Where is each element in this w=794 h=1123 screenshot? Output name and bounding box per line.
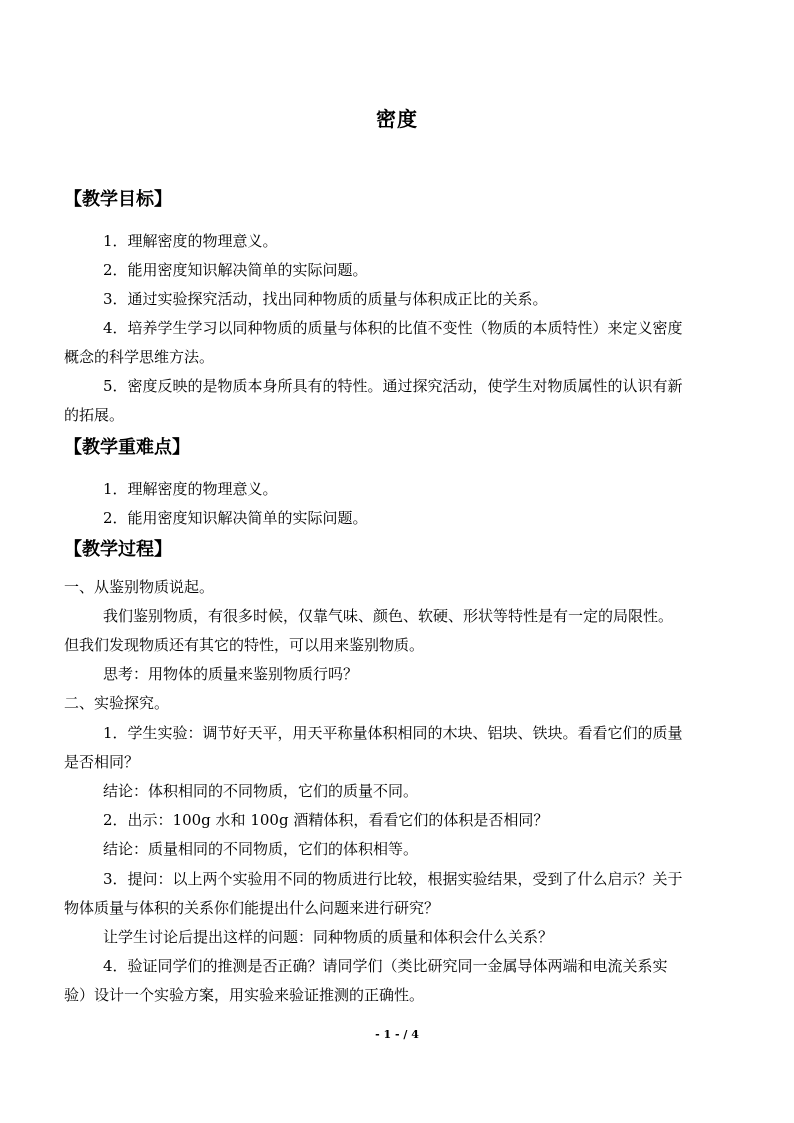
objectives-heading: 【教学目标】	[64, 189, 172, 210]
process-line: 我们鉴别物质，有很多时候，仅靠气味、颜色、软硬、形状等特性是有一定的局限性。	[103, 607, 674, 625]
process-line: 但我们发现物质还有其它的特性，可以用来鉴别物质。	[64, 636, 425, 654]
process-heading: 【教学过程】	[64, 539, 172, 560]
key-point-line: 1．理解密度的物理意义。	[103, 480, 278, 498]
process-line: 结论：质量相同的不同物质，它们的体积相等。	[103, 840, 419, 858]
page-title: 密度	[376, 107, 418, 131]
objective-line: 2．能用密度知识解决简单的实际问题。	[103, 261, 368, 279]
process-line: 验）设计一个实验方案，用实验来验证推测的正确性。	[64, 986, 425, 1004]
key-points-heading: 【教学重难点】	[64, 437, 190, 458]
objective-line: 3．通过实验探究活动，找出同种物质的质量与体积成正比的关系。	[103, 290, 548, 308]
process-line: 二、实验探究。	[64, 694, 170, 712]
process-line: 4．验证同学们的推测是否正确？请同学们（类比研究同一金属导体两端和电流关系实	[103, 957, 668, 975]
objective-line: 概念的科学思维方法。	[64, 348, 215, 366]
objective-line: 1．理解密度的物理意义。	[103, 232, 278, 250]
process-line: 3．提问：以上两个实验用不同的物质进行比较，根据实验结果，受到了什么启示？关于	[103, 870, 683, 888]
page-number: - 1 - / 4	[375, 1028, 419, 1041]
key-point-line: 2．能用密度知识解决简单的实际问题。	[103, 509, 368, 527]
process-line: 结论：体积相同的不同物质，它们的质量不同。	[103, 782, 419, 800]
process-line: 1．学生实验：调节好天平，用天平称量体积相同的木块、铝块、铁块。看看它们的质量	[103, 724, 683, 742]
objective-line: 的拓展。	[64, 406, 125, 424]
process-line: 一、从鉴别物质说起。	[64, 578, 215, 596]
process-line: 2．出示：100g 水和 100g 酒精体积，看看它们的体积是否相同？	[103, 811, 549, 829]
process-line: 让学生讨论后提出这样的问题：同种物质的质量和体积会什么关系？	[103, 928, 554, 946]
process-line: 是否相同？	[64, 753, 140, 771]
objective-line: 5．密度反映的是物质本身所具有的特性。通过探究活动，使学生对物质属性的认识有新	[103, 377, 683, 395]
process-line: 物体质量与体积的关系你们能提出什么问题来进行研究？	[64, 899, 440, 917]
objective-line: 4．培养学生学习以同种物质的质量与体积的比值不变性（物质的本质特性）来定义密度	[103, 319, 683, 337]
process-line: 思考：用物体的质量来鉴别物质行吗？	[103, 665, 359, 683]
